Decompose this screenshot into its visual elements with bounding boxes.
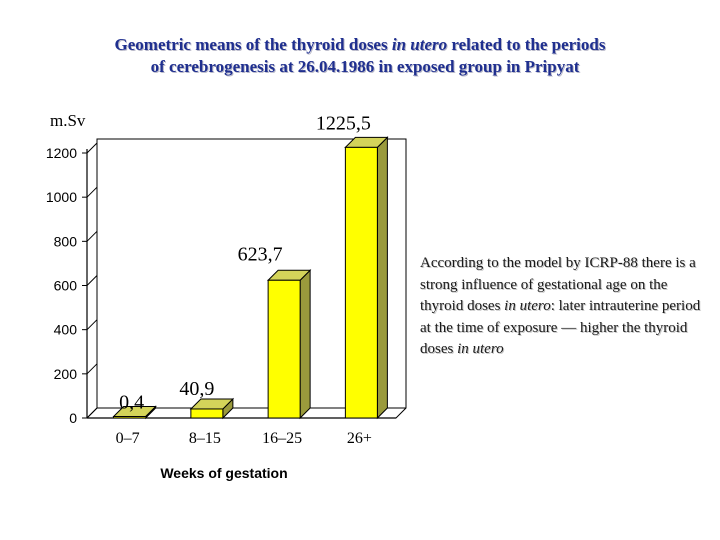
note-text-2: : later intrauterine period at the time of exposure — higher the thyroid doses [420,298,701,357]
y-tick-label: 600 [53,277,77,294]
y-tick-depth [87,408,97,418]
y-tick-label: 1200 [45,145,77,161]
title-line-2: of cerebrogenesis at 26.04.1986 in exposed group in Pripyat [150,57,580,76]
bar-side [300,270,310,418]
y-tick-label: 1000 [45,189,77,206]
data-label: 40,9 [179,377,215,400]
title-text-end: related to the periods [447,35,606,54]
y-tick-depth [87,231,97,241]
y-axis-label: m.Sv [50,111,86,130]
annotation-text [420,253,710,361]
bar [191,409,223,418]
x-tick-label: 0–7 [115,430,140,447]
y-tick-depth [87,276,97,286]
title-italic-text: in utero [391,35,448,54]
x-tick-label: 26+ [346,430,372,447]
data-label: 623,7 [237,243,283,266]
y-tick-depth [87,187,97,197]
y-tick-depth [87,320,97,330]
y-tick-depth [87,364,97,374]
bar [345,147,377,418]
y-tick-label: 0 [69,410,77,426]
x-axis-label: Weeks of gestation [160,465,288,481]
y-tick-depth [87,143,97,153]
bar [114,417,146,419]
bar-side [377,137,387,418]
data-label: 1225,5 [315,112,371,135]
note-italic-1: in utero [504,298,551,314]
data-label: 0,4 [119,391,145,414]
note-text-1: According to the model by ICRP-88 there is a strong influence of gestational age on the thyroid doses [420,255,696,314]
bar [268,280,300,418]
y-tick-label: 400 [53,321,77,338]
x-tick-label: 8–15 [188,430,221,447]
y-tick-label: 200 [53,365,77,382]
x-tick-label: 16–25 [262,430,303,447]
y-tick-label: 800 [53,233,77,250]
note-italic-2: in utero [457,341,504,357]
title-text: Geometric means of the thyroid doses [114,35,392,54]
